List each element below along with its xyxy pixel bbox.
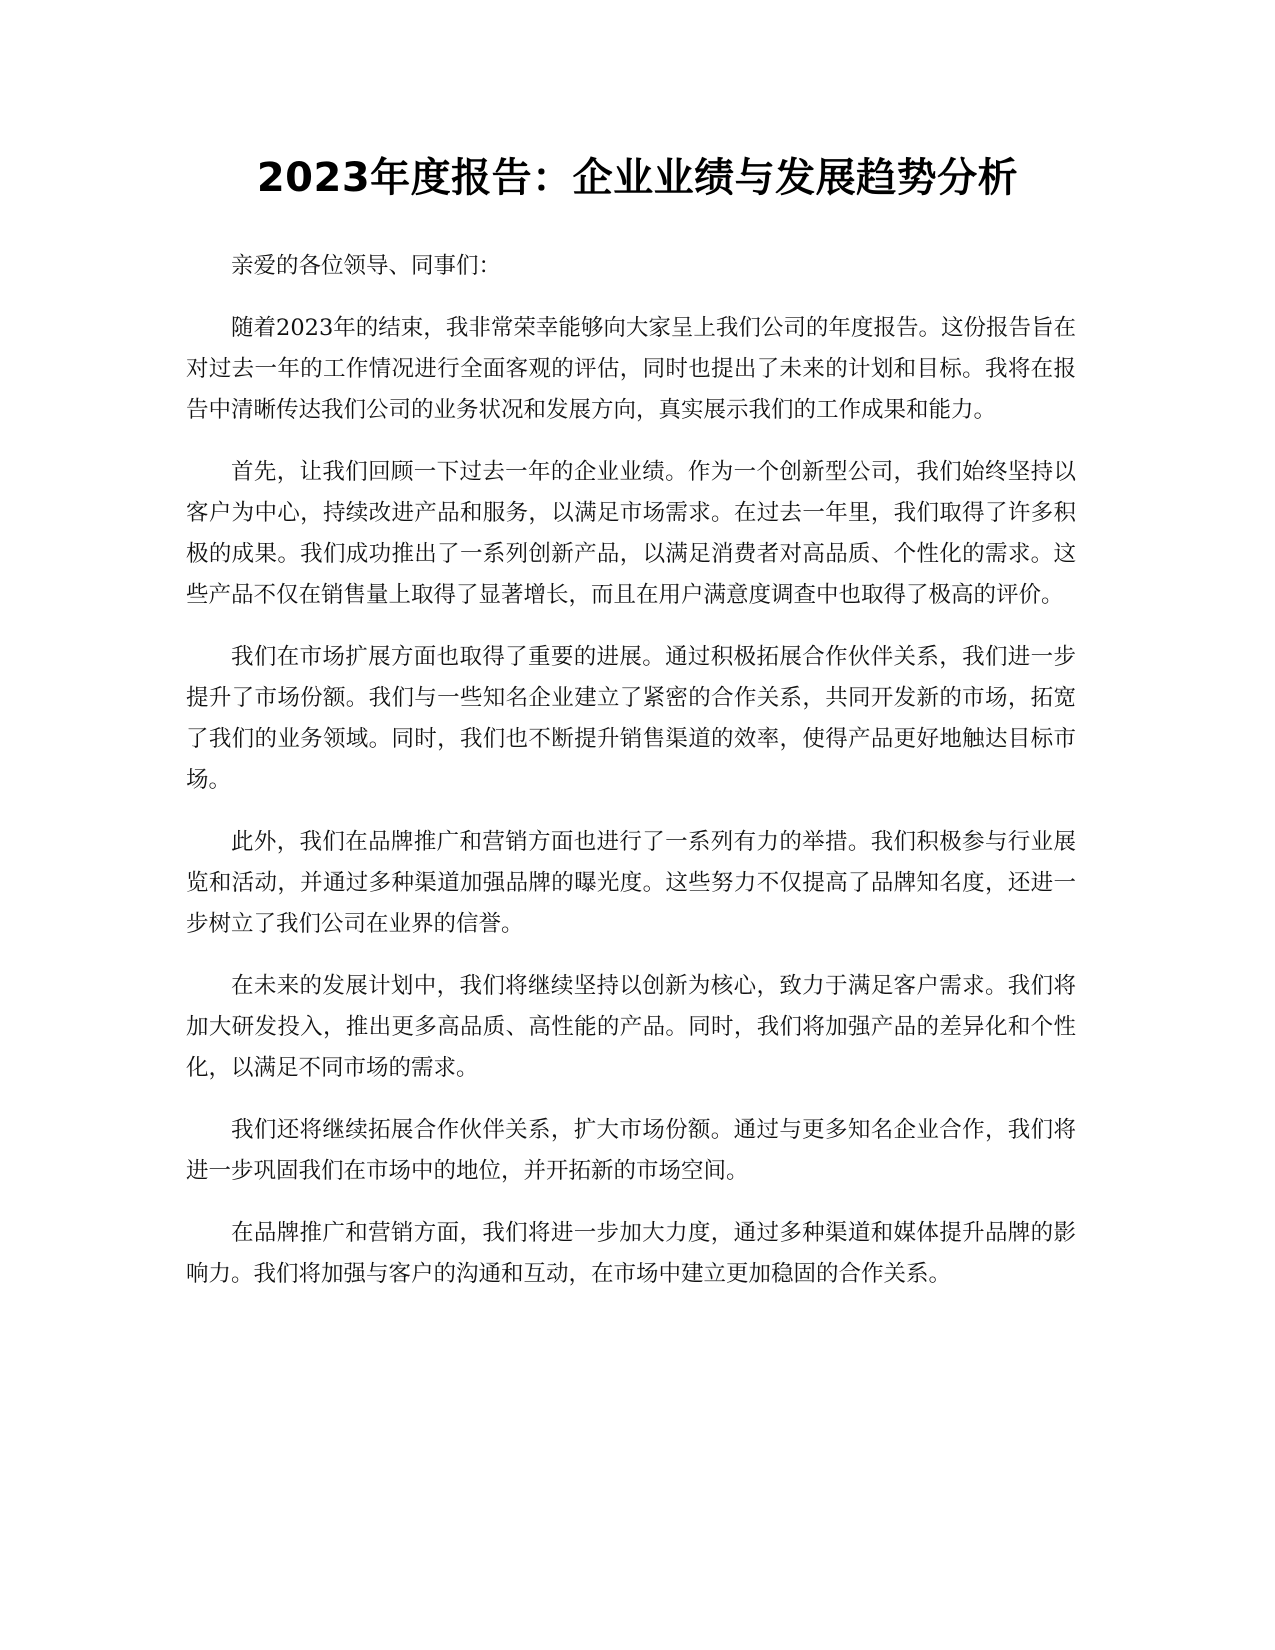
performance-paragraph: 首先，让我们回顾一下过去一年的企业业绩。作为一个创新型公司，我们始终坚持以客户为中心，持续改进产品和服务，以满足市场需求。在过去一年里，我们取得了许多积极的成果。我们成功推出了一系列创新产品，以满足消费者对高品质、个性化的需求。这些产品不仅在销售量上取得了显著增长，而且在用户满意度调查中也取得了极高的评价。 (186, 459, 1076, 608)
partnership-plan-paragraph: 我们还将继续拓展合作伙伴关系，扩大市场份额。通过与更多知名企业合作，我们将进一步巩固我们在市场中的地位，并开拓新的市场空间。 (186, 1117, 1076, 1184)
marketing-plan-paragraph: 在品牌推广和营销方面，我们将进一步加大力度，通过多种渠道和媒体提升品牌的影响力。我们将加强与客户的沟通和互动，在市场中建立更加稳固的合作关系。 (186, 1220, 1076, 1287)
intro-paragraph: 随着2023年的结束，我非常荣幸能够向大家呈上我们公司的年度报告。这份报告旨在对过去一年的工作情况进行全面客观的评估，同时也提出了未来的计划和目标。我将在报告中清晰传达我们公司的业务状况和发展方向，真实展示我们的工作成果和能力。 (186, 315, 1076, 423)
document-title: 2023年度报告：企业业绩与发展趋势分析 (256, 155, 1019, 201)
future-plan-paragraph: 在未来的发展计划中，我们将继续坚持以创新为核心，致力于满足客户需求。我们将加大研发投入，推出更多高品质、高性能的产品。同时，我们将加强产品的差异化和个性化，以满足不同市场的需求。 (186, 973, 1076, 1081)
salutation-paragraph: 亲爱的各位领导、同事们： (231, 253, 502, 279)
market-expansion-paragraph: 我们在市场扩展方面也取得了重要的进展。通过积极拓展合作伙伴关系，我们进一步提升了市场份额。我们与一些知名企业建立了紧密的合作关系，共同开发新的市场，拓宽了我们的业务领域。同时，我们也不断提升销售渠道的效率，使得产品更好地触达目标市场。 (186, 644, 1076, 793)
document-body (186, 246, 1076, 1316)
branding-paragraph: 此外，我们在品牌推广和营销方面也进行了一系列有力的举措。我们积极参与行业展览和活动，并通过多种渠道加强品牌的曝光度。这些努力不仅提高了品牌知名度，还进一步树立了我们公司在业界的信誉。 (186, 829, 1076, 937)
